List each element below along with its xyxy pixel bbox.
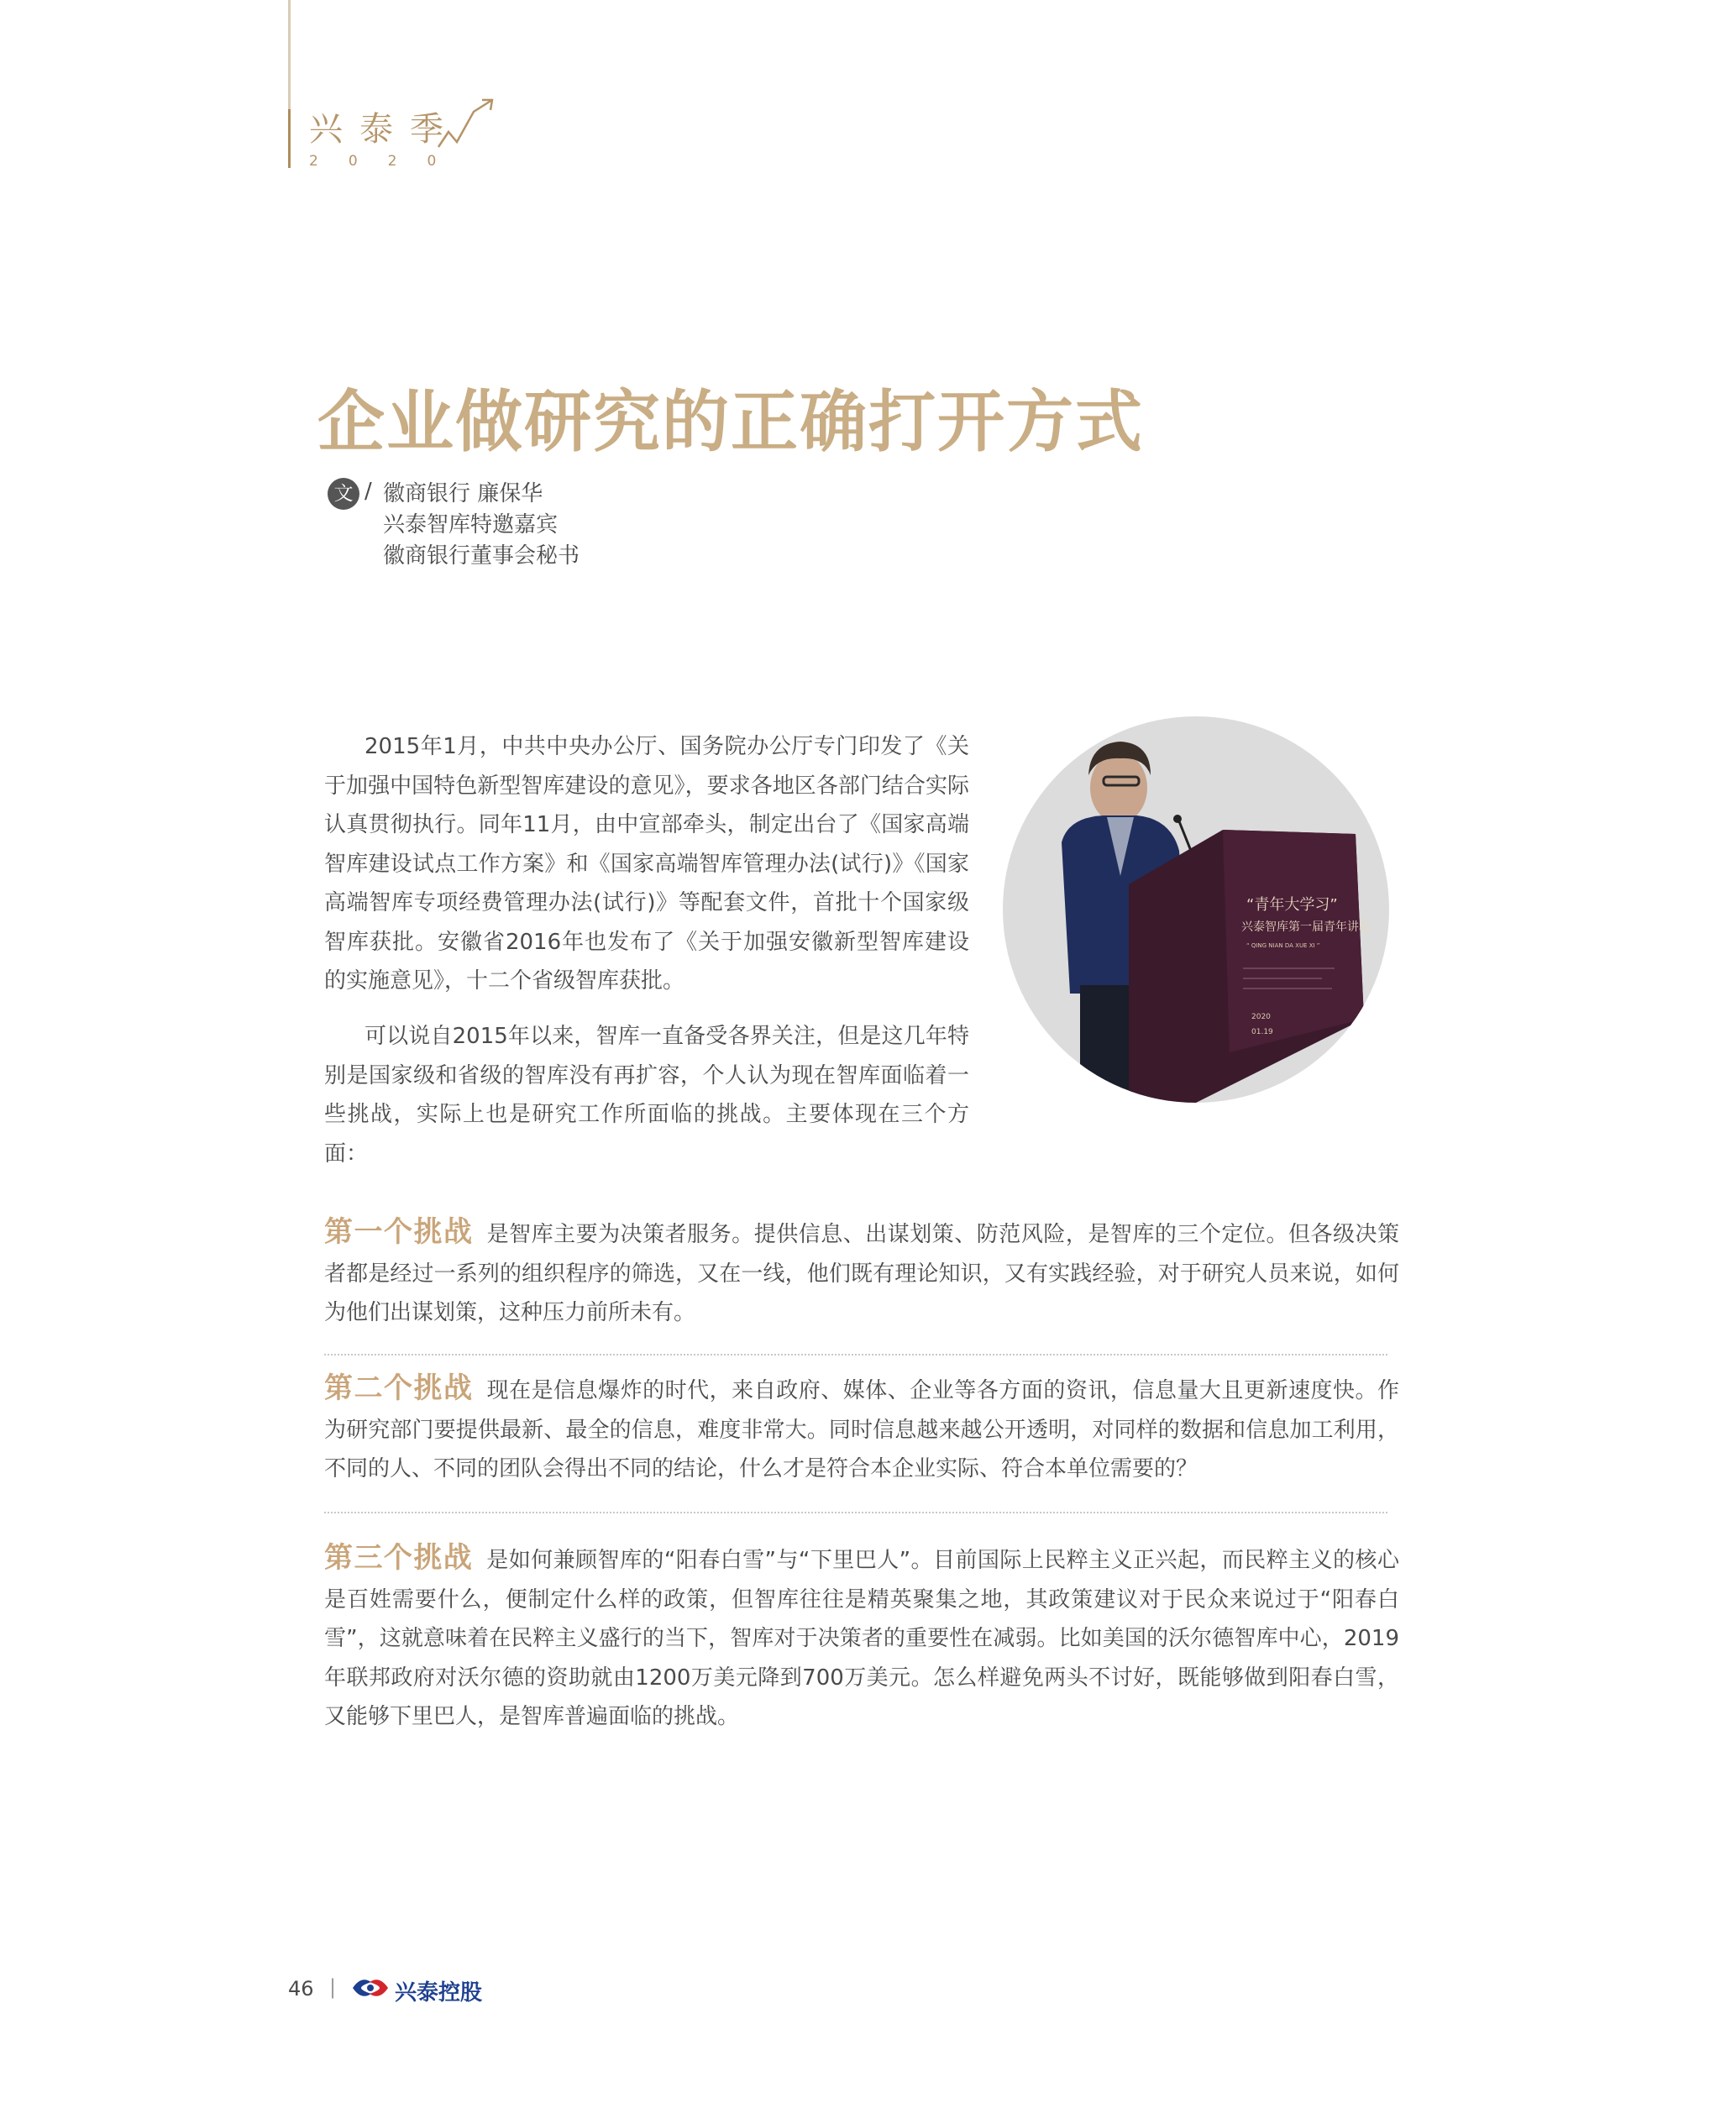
brand-year: 2020 xyxy=(309,153,467,170)
author-block xyxy=(383,479,580,572)
banner-year: 2020 xyxy=(1251,1013,1271,1021)
brand-title: 兴泰季 xyxy=(309,110,460,149)
author-title-2: 徽商银行董事会秘书 xyxy=(383,543,580,569)
banner-subtitle: 兴泰智库第一届青年讲坛 xyxy=(1241,920,1371,934)
company-logo-icon xyxy=(349,1974,391,2002)
author-name: 徽商银行 廉保华 xyxy=(383,481,543,506)
company-logo-text: 兴泰控股 xyxy=(395,1980,483,2006)
header-rule-accent xyxy=(288,109,291,168)
banner-english: “ QING NIAN DA XUE XI ” xyxy=(1246,942,1320,949)
page-separator: | xyxy=(329,1975,337,1999)
banner-title: “青年大学习” xyxy=(1246,896,1338,914)
challenge-3-heading: 第三个挑战 xyxy=(324,1541,474,1575)
challenge-2 xyxy=(324,1369,1399,1489)
author-badge: 文 xyxy=(328,478,359,510)
speaker-photo xyxy=(1003,716,1389,1103)
author-title-1: 兴泰智库特邀嘉宾 xyxy=(383,512,559,537)
challenge-1-heading: 第一个挑战 xyxy=(324,1215,474,1249)
article-title: 企业做研究的正确打开方式 xyxy=(317,382,1144,461)
page-number: 46 xyxy=(288,1977,314,2001)
brand-trend-icon xyxy=(437,97,496,157)
divider xyxy=(324,1512,1387,1513)
challenge-1-text: 是智库主要为决策者服务。提供信息、出谋划策、防范风险，是智库的三个定位。但各级决策者都是经过一系列的组织程序的筛选，又在一线，他们既有理论知识，又有实践经验，对于研究人员来说，如何为他们出谋划策，这种压力前所未有。 xyxy=(324,1222,1399,1325)
challenge-3 xyxy=(324,1539,1399,1737)
divider xyxy=(324,1354,1387,1356)
banner-date: 01.19 xyxy=(1251,1028,1273,1036)
challenge-3-text: 是如何兼顾智库的“阳春白雪”与“下里巴人”。目前国际上民粹主义正兴起，而民粹主义的核心是百姓需要什么，便制定什么样的政策，但智库往往是精英聚集之地，其政策建议对于民众来说过于“阳春白雪”，这就意味着在民粹主义盛行的当下，智库对于决策者的重要性在减弱。比如美国的沃尔德智库中心，2019年联邦政府对沃尔德的资助就由1200万美元降到700万美元。怎么样避免两头不讨好，既能够做到阳春白雪，又能够下里巴人，是智库普遍面临的挑战。 xyxy=(324,1548,1399,1729)
challenge-1 xyxy=(324,1213,1399,1333)
challenge-2-heading: 第二个挑战 xyxy=(324,1371,474,1405)
intro-paragraph-2: 可以说自2015年以来，智库一直备受各界关注，但是这几年特别是国家级和省级的智库没有再扩容，个人认为现在智库面临着一些挑战，实际上也是研究工作所面临的挑战。主要体现在三个方面： xyxy=(324,1024,969,1167)
intro-paragraph-1: 2015年1月，中共中央办公厅、国务院办公厅专门印发了《关于加强中国特色新型智库建设的意见》，要求各地区各部门结合实际认真贯彻执行。同年11月，由中宣部牵头，制定出台了《国家高端智库建设试点工作方案》和《国家高端智库管理办法(试行)》《国家高端智库专项经费管理办法(试行)》等配套文件，首批十个国家级智库获批。安徽省2016年也发布了《关于加强安徽新型智库建设的实施意见》，十二个省级智库获批。 xyxy=(324,734,969,994)
challenge-2-text: 现在是信息爆炸的时代，来自政府、媒体、企业等各方面的资讯，信息量大且更新速度快。作为研究部门要提供最新、最全的信息，难度非常大。同时信息越来越公开透明，对同样的数据和信息加工利用，不同的人、不同的团队会得出不同的结论，什么才是符合本企业实际、符合本单位需要的？ xyxy=(324,1378,1399,1481)
author-slash: / xyxy=(365,479,372,504)
